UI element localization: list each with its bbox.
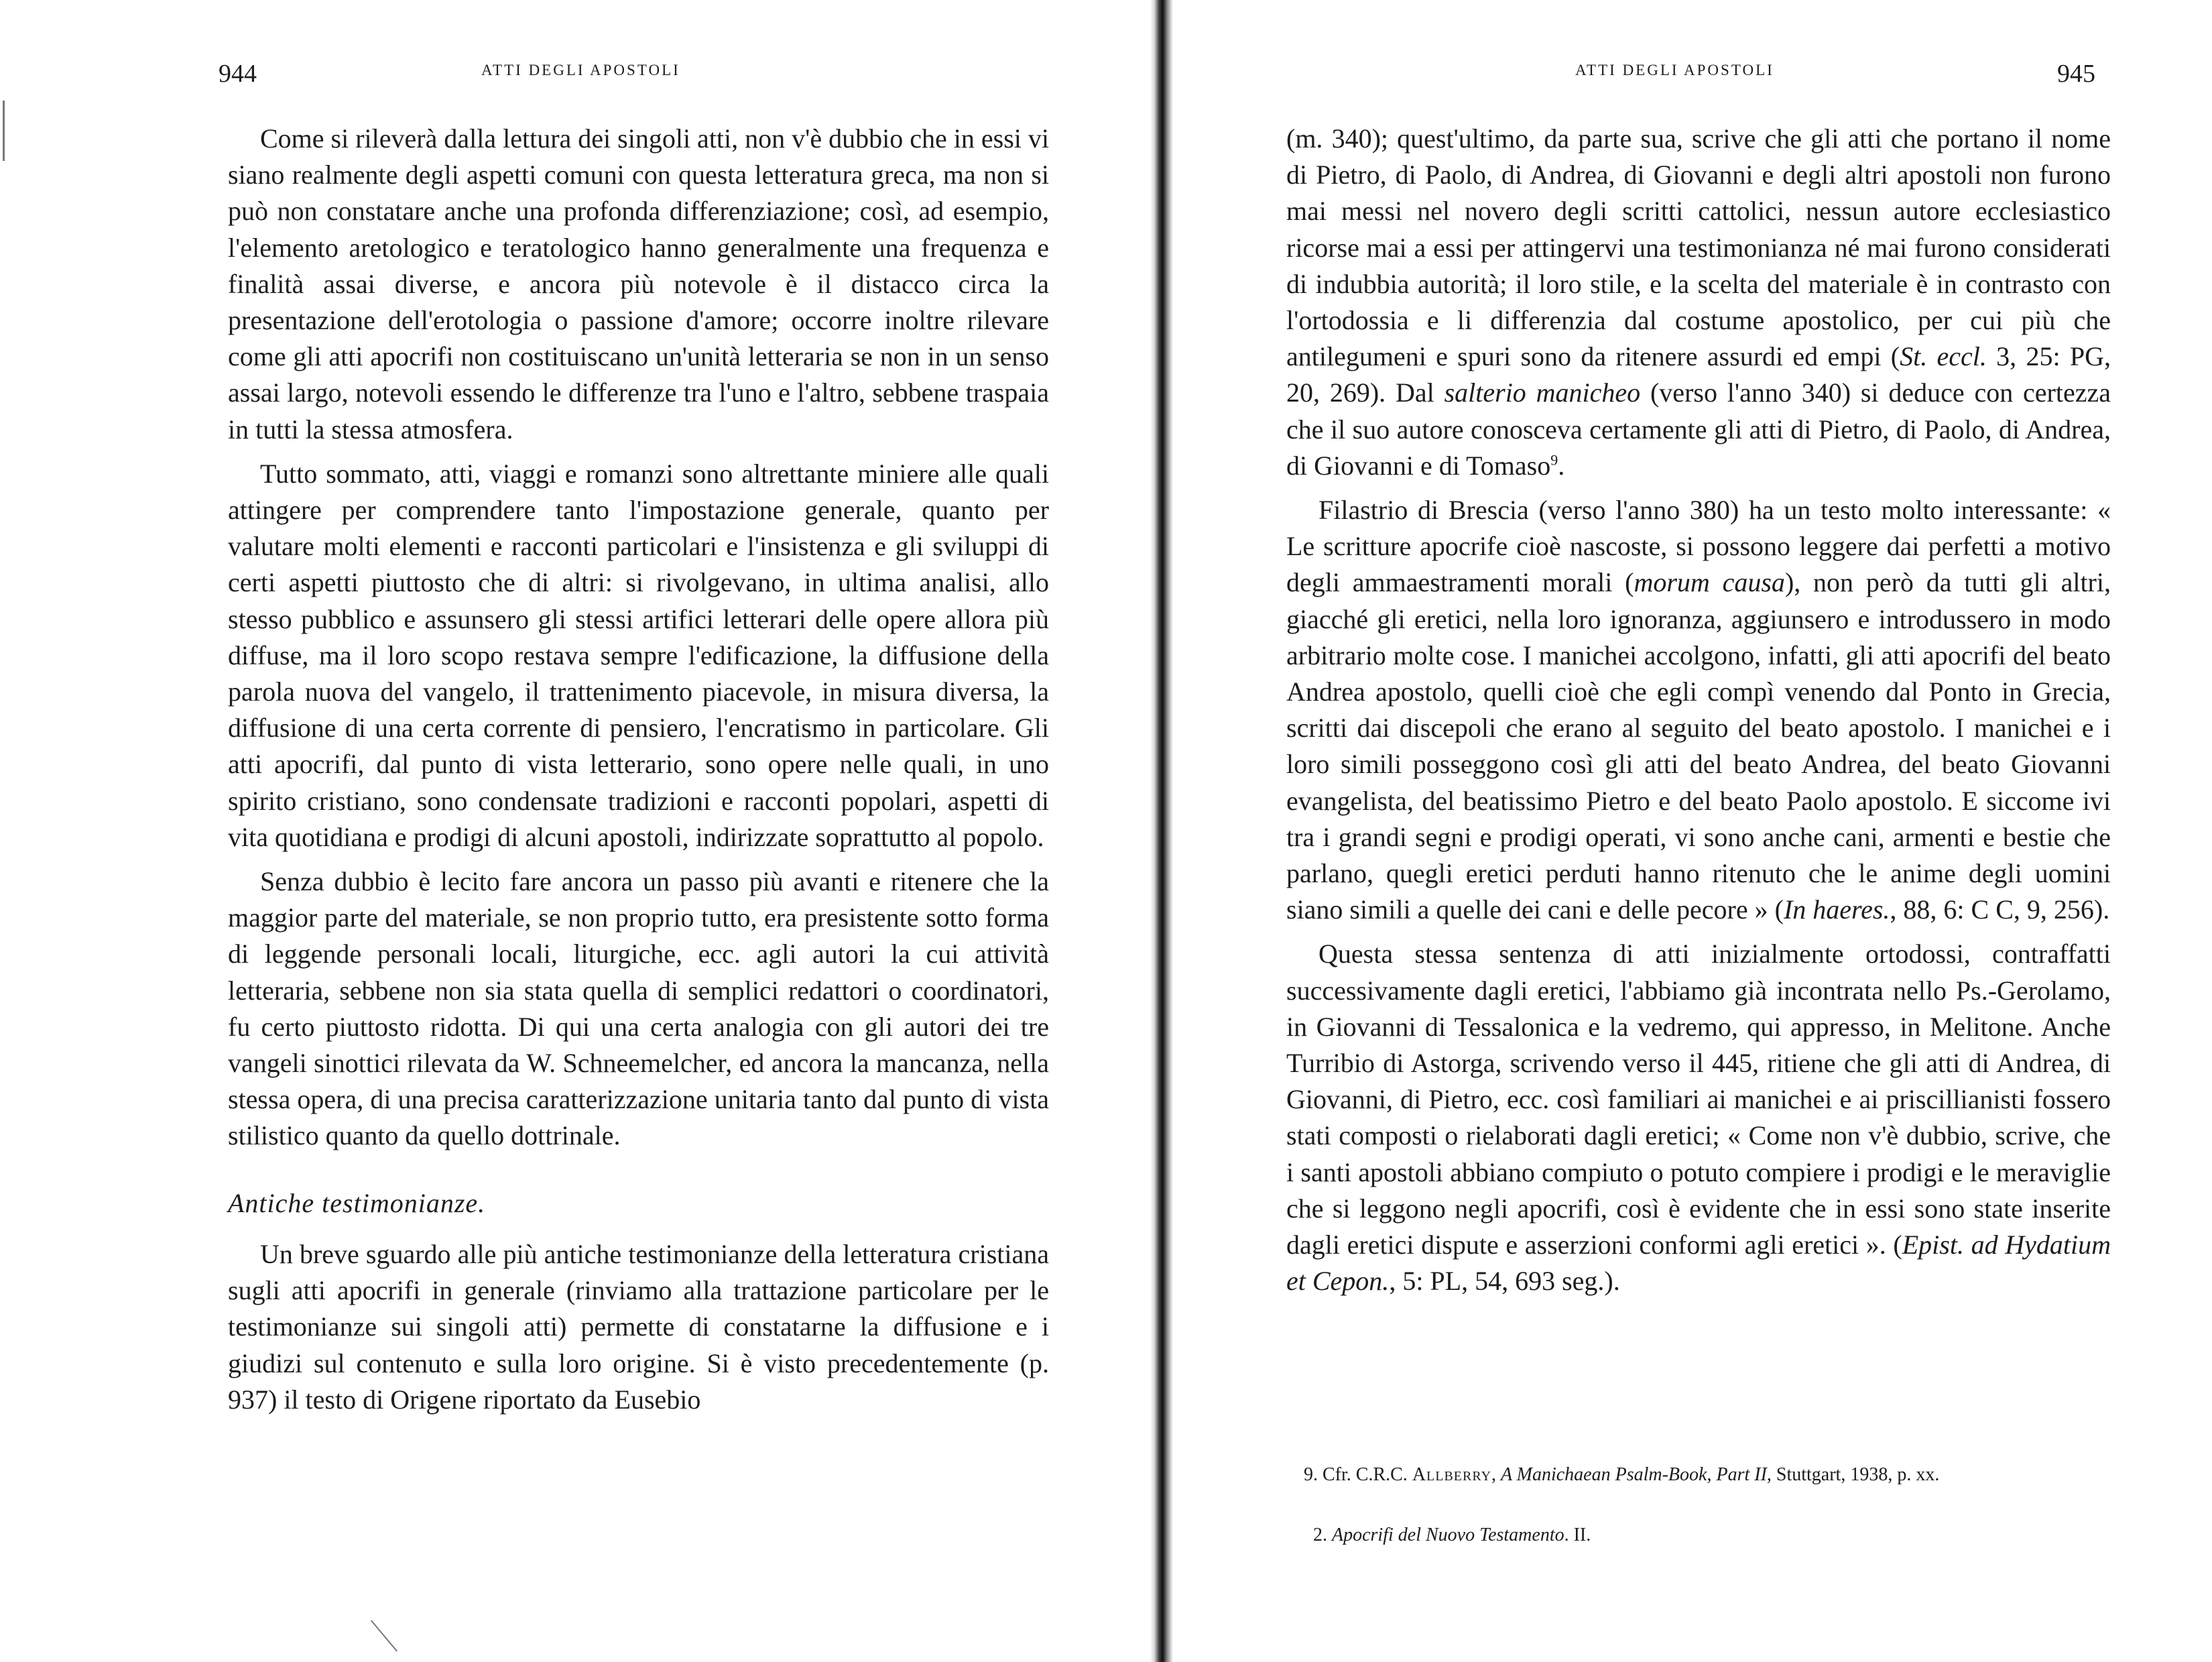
right-page xyxy=(1176,0,2212,1662)
left-paragraph-3: Senza dubbio è lecito fare ancora un passo più avanti e ritenere che la maggior parte del materiale, se non proprio tutto, era presistente sotto forma di leggende personali locali, liturgiche, ecc. agli autori la cui attività letteraria, sebbene non sia stata quella di semplici redattori o coordinatori, fu certo piuttosto ridotta. Di qui una certa analogia con gli autori dei tre vangeli sinottici rilevata da W. Schneemelcher, ed ancora la mancanza, nella stessa opera, di una precisa caratterizzazione unitaria tanto dal punto di vista stilistico quanto da quello dottrinale. xyxy=(228,866,1049,1151)
footnote-author: Allberry xyxy=(1412,1464,1492,1485)
right-p1-reference: St. eccl. xyxy=(1900,341,1987,372)
right-paragraph-2 xyxy=(1286,492,2111,928)
right-p1-text-b: 3, 25: PG, 20, 269). Dal xyxy=(1286,341,2111,408)
footnote-text-a: 9. Cfr. C.R.C. xyxy=(1304,1464,1412,1485)
left-text-block xyxy=(228,121,1049,1426)
right-p1-text-d: . xyxy=(1558,450,1565,481)
right-p2-text-b: ), non però da tutti gli altri, giacché gli eretici, nella loro ignoranza, aggiunsero e introdussero in modo arbitrario molte cose. I manichei accolgono, infatti, gli atti apocrifi del beato Andrea apostolo, quelli cioè che egli compì venendo dal Ponto in Grecia, scritti dai discepoli che erano al seguito del beato apostolo. I manichei e i loro simili posseggono così gli atti del beato Andrea, del beato Giovanni evangelista, del beatissimo Pietro e del beato Paolo apostolo. E siccome ivi tra i grandi segni e prodigi operati, vi sono anche cani, armenti e bestie che parlano, quegli eretici perduti hanno ritenuto che le anime degli uomini siano simili a quelle dei cani e delle pecore » ( xyxy=(1286,567,2111,925)
right-p2-text-c: , 88, 6: C C, 9, 256). xyxy=(1890,894,2110,925)
right-p2-text-a: Filastrio di Brescia (verso l'anno 380) ha un testo molto interessante: « Le scritture apocrife cioè nascoste, si possono leggere dai perfetti a motivo degli ammaestramenti morali ( xyxy=(1286,495,2111,598)
right-p3-text-a: Questa stessa sentenza di atti inizialmente ortodossi, contraffatti successivamente dagli eretici, l'abbiamo già incontrata nello Ps.-Gerolamo, in Giovanni di Tessalonica e la vedremo, qui appresso, in Melitone. Anche Turribio di Astorga, scrivendo verso il 445, ritiene che gli atti di Andrea, di Giovanni, di Pietro, ecc. così familiari ai manichei e ai priscillianisti fossero stati composti o rielaborati dagli eretici; « Come non v'è dubbio, scrive, che i santi apostoli abbiano compiuto o potuto compiere i prodigi e le meraviglie che si leggono negli apocrifi, così è evidente che in essi sono state inserite dagli eretici dispute e asserzioni conformi agli eretici ». ( xyxy=(1286,939,2111,1260)
footnotes xyxy=(1304,1462,2108,1582)
right-page-number: 945 xyxy=(2057,60,2095,88)
right-p1-text-a: (m. 340); quest'ultimo, da parte sua, scrive che gli atti che portano il nome di Pietro, di Paolo, di Andrea, di Giovanni e degli altri apostoli non furono mai messi nel novero degli scritti cattolici, nessun autore ecclesiastico ricorse mai a essi per attingervi una testimonianza né mai furono considerati di indubbia autorità; il loro stile, e la scelta del materiale è in contrasto con l'ortodossia e li differenzia dal costume apostolico, per cui più che antilegumeni e spuri sono da ritenere assurdi ed empi ( xyxy=(1286,123,2111,372)
right-p3-text-b: , 5: PL, 54, 693 seg.). xyxy=(1389,1266,1620,1297)
scan-stroke-mark xyxy=(371,1620,397,1651)
footnote-title: A Manichaean Psalm-Book, Part II xyxy=(1501,1464,1767,1485)
footnote-text-c: , Stuttgart, 1938, p. xx. xyxy=(1766,1464,1940,1485)
right-running-head: ATTI DEGLI APOSTOLI xyxy=(1575,62,1774,78)
right-p2-reference: In haeres. xyxy=(1783,894,1890,925)
left-running-head: ATTI DEGLI APOSTOLI xyxy=(481,62,680,78)
right-p3-reference: Epist. ad Hydatium et Cepon. xyxy=(1286,1230,2111,1297)
right-p1-text-c: (verso l'anno 340) si deduce con certezza che il suo autore conosceva certamente gli atti di Pietro, di Paolo, di Andrea, di Giovanni e di Tomaso xyxy=(1286,377,2111,481)
section-heading: Antiche testimonianze. xyxy=(228,1187,486,1218)
left-paragraph-1: Come si rileverà dalla lettura dei singoli atti, non v'è dubbio che in essi vi siano realmente degli aspetti comuni con questa letteratura greca, ma non si può non constatare anche una profonda differenziazione; così, ad esempio, l'elemento aretologico e teratologico hanno generalmente una frequenza e finalità assai diverse, e ancora più notevole è il distacco circa la presentazione dell'erotologia o passione d'amore; occorre inoltre rilevare come gli atti apocrifi non costituiscano un'unità letteraria se non in un senso assai largo, notevoli essendo le differenze tra l'uno e l'altro, sebbene traspaia in tutti la stessa atmosfera. xyxy=(228,123,1049,444)
left-section-paragraph: Un breve sguardo alle più antiche testimonianze della letteratura cristiana sugli atti apocrifi in generale (rinviamo alla trattazione particolare per le testimonianze sui singoli atti) permette di constatarne la diffusione e i giudizi sul contenuto e sulla loro origine. Si è visto precedentemente (p. 937) il testo di Origene riportato da Eusebio xyxy=(228,1238,1049,1415)
right-paragraph-3 xyxy=(1286,936,2111,1299)
left-paragraph-2: Tutto sommato, atti, viaggi e romanzi sono altrettante miniere alle quali attingere per comprendere tanto l'impostazione generale, quanto per valutare molti elementi e racconti particolari e l'insistenza e gli sviluppi di certi aspetti piuttosto che di altri: si rivolgevano, in ultima analisi, allo stesso pubblico e assunsero gli stessi artifici letterari delle opere allora più diffuse, ma il loro scopo restava sempre l'edificazione, la diffusione della parola nuova del vangelo, il trattenimento piacevole, in misura diversa, la diffusione di una certa corrente di pensiero, l'encratismo in particolare. Gli atti apocrifi, dal punto di vista letterario, sono opere nelle quali, in uno spirito cristiano, sono condensate tradizioni e racconti popolari, aspetti di vita quotidiana e prodigi di alcuni apostoli, indirizzate soprattutto al popolo. xyxy=(228,458,1049,852)
signature-title: Apocrifi del Nuovo Testamento xyxy=(1332,1525,1564,1545)
scan-edge-mark xyxy=(3,101,5,161)
signature-volume: . II. xyxy=(1564,1525,1591,1545)
right-paragraph-1 xyxy=(1286,121,2111,484)
footnote-9 xyxy=(1304,1462,2108,1488)
right-p2-latin: morum causa xyxy=(1634,567,1785,598)
right-p1-title: salterio manicheo xyxy=(1444,377,1641,408)
signature-number: 2. xyxy=(1313,1525,1332,1545)
book-gutter xyxy=(1150,0,1173,1662)
right-text-block xyxy=(1286,121,2111,1308)
footnote-text-b: , xyxy=(1491,1464,1501,1485)
footnote-reference: 9 xyxy=(1550,451,1558,469)
signature-mark xyxy=(1304,1522,2108,1549)
left-page-number: 944 xyxy=(219,60,257,88)
